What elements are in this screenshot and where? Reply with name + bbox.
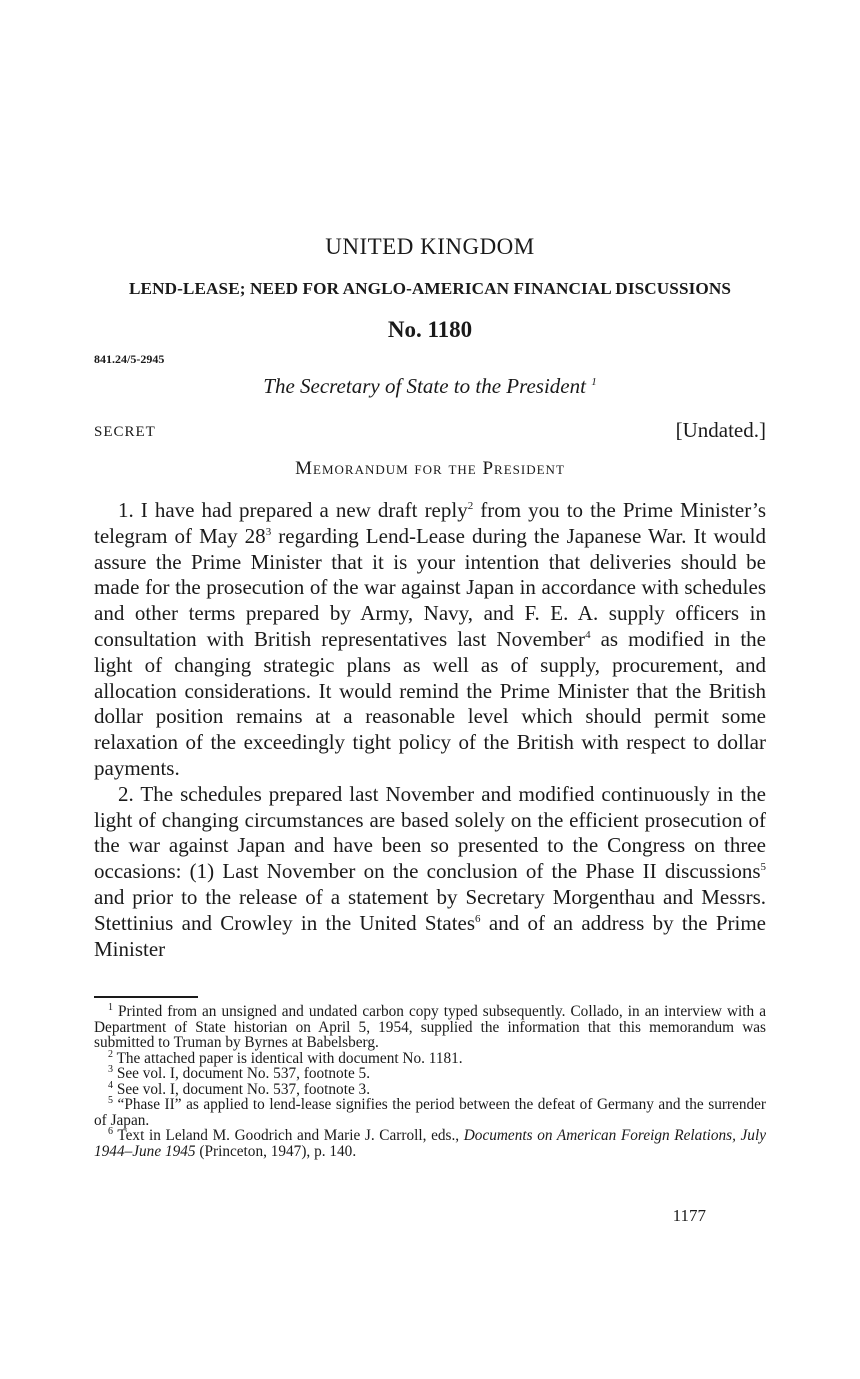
memo-body	[94, 498, 766, 962]
page-number: 1177	[672, 1206, 706, 1225]
footnote-3	[94, 1063, 766, 1082]
paragraph-1-part-b: from you to the Prime Minister’s telegram of May 28	[94, 498, 766, 548]
footnote-text: Text in Leland M. Goodrich and Marie J. Carroll, eds.,	[117, 1127, 464, 1144]
heading-text: The Secretary of State to the President	[263, 374, 586, 398]
footnote-2	[94, 1048, 766, 1067]
footnote-text: See vol. I, document No. 537, footnote 3.	[116, 1080, 371, 1098]
footnote-citation-title: Documents on American Foreign Relations, July 1944–June 1945	[94, 1127, 766, 1160]
footnote-number: 4	[108, 1079, 113, 1091]
document-number: No. 1180	[387, 317, 473, 342]
paragraph-1-part-c: regarding Lend-Lease during the Japanese War. It would assure the Prime Minister that it is your intention that deliveries should be made for the prosecution of the war against Japan in accordance with schedules and other terms prepared by Army, Navy, and F. E. A. supply officers in consultation with British representatives last November	[94, 523, 766, 651]
paragraph-1-part-a: 1. I have had prepared a new draft reply	[118, 498, 468, 522]
footnote-5	[94, 1094, 766, 1129]
document-heading	[94, 374, 766, 399]
footnote-text: (Princeton, 1947), p. 140.	[195, 1142, 357, 1160]
paragraph-2-part-a: 2. The schedules prepared last November and modified continuously in the light of changing circumstances are based solely on the efficient prosecution of the war against Japan and have been so presented to the Congress on three occasions: (1) Last November on the conclusion of the Phase II discussions	[94, 781, 766, 884]
paragraph-1	[94, 498, 766, 782]
file-reference: 841.24/5-2945	[94, 352, 165, 366]
paragraph-2	[94, 782, 766, 963]
footnote-1	[94, 1001, 766, 1051]
footnote-text: Printed from an unsigned and undated carbon copy typed subsequently. Collado, in an interview with a Department of State historian on April 5, 1954, supplied the information that this memorandum was submitted to Truman by Byrnes at Babelsberg.	[94, 1003, 766, 1051]
memo-title: Memorandum for the President	[295, 458, 565, 479]
footnote-6	[94, 1125, 766, 1160]
footnote-ref: 5	[760, 861, 766, 874]
footnote-number: 1	[108, 1001, 113, 1013]
footnotes	[94, 1001, 766, 1160]
footnote-text: See vol. I, document No. 537, footnote 5.	[116, 1065, 371, 1082]
footnote-ref: 4	[585, 628, 591, 641]
footnote-number: 5	[108, 1094, 113, 1106]
paragraph-2-part-b: and prior to the release of a statement by Secretary Morgenthau and Messrs. Stettinius and Crowley in the United States	[94, 884, 766, 935]
paragraph-2-part-c: and of an address by the Prime Minister	[94, 910, 767, 961]
heading-footnote-ref: 1	[591, 376, 597, 388]
subject-heading: LEND-LEASE; NEED FOR ANGLO-AMERICAN FINANCIAL DISCUSSIONS	[128, 279, 732, 298]
footnote-ref: 2	[467, 500, 474, 512]
footnote-rule	[94, 996, 198, 998]
footnote-number: 2	[108, 1048, 113, 1060]
footnote-text: The attached paper is identical with document No. 1181.	[116, 1049, 463, 1067]
footnote-number: 6	[108, 1125, 113, 1137]
paragraph-1-part-d: as modified in the light of changing strategic plans as well as of supply, procurement, and allocation considerations. It would remind the Prime Minister that the British dollar position remains at a reasonable level which should permit some relaxation of the exceedingly tight policy of the British with respect to dollar payments.	[94, 626, 766, 780]
footnote-ref: 3	[265, 525, 272, 538]
country-heading: UNITED KINGDOM	[325, 234, 535, 259]
footnote-ref: 6	[475, 912, 481, 925]
classification-label: SECRET	[94, 424, 156, 440]
footnote-number: 3	[108, 1063, 113, 1075]
footnote-text: “Phase II” as applied to lend-lease signifies the period between the defeat of Germany and the surrender of Japan.	[94, 1096, 766, 1129]
footnote-4	[94, 1079, 766, 1098]
document-date: [Undated.]	[675, 418, 766, 442]
